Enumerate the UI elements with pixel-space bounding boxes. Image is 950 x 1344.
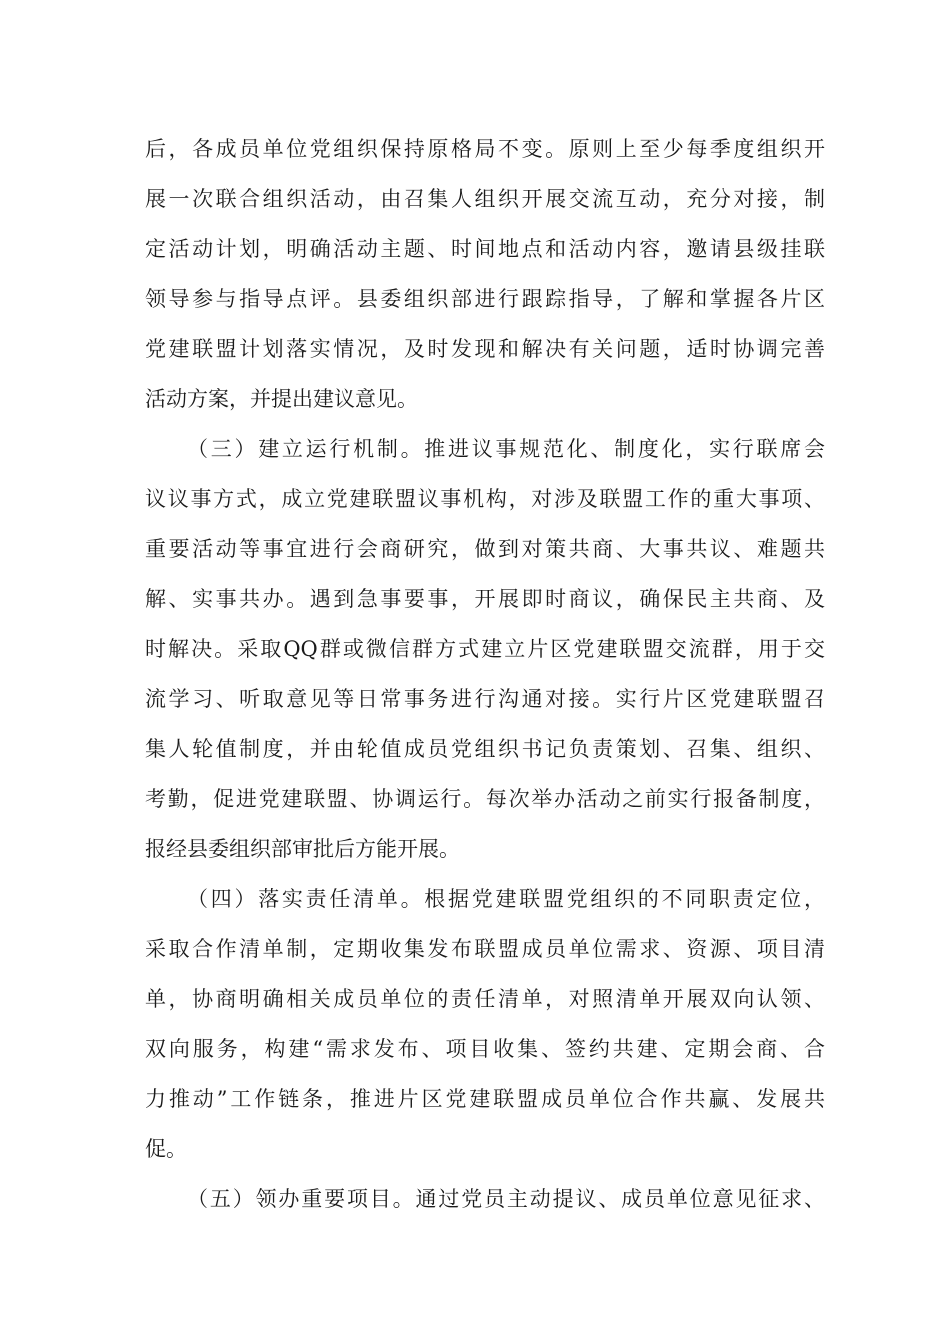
text-line: 党建联盟计划落实情况，及时发现和解决有关问题，适时协调完善 [145,337,825,361]
text-line: 双向服务，构建“需求发布、项目收集、签约共建、定期会商、合 [145,1037,825,1061]
text-line: 集人轮值制度，并由轮值成员党组织书记负责策划、召集、组织、 [145,737,825,761]
text-line: 时解决。采取QQ群或微信群方式建立片区党建联盟交流群，用于交 [145,637,825,661]
text-line: 力推动”工作链条，推进片区党建联盟成员单位合作共赢、发展共 [145,1087,825,1111]
text-line: 流学习、听取意见等日常事务进行沟通对接。实行片区党建联盟召 [145,687,825,711]
text-line: 议议事方式，成立党建联盟议事机构，对涉及联盟工作的重大事项、 [145,487,825,511]
section-heading-line: （四）落实责任清单。根据党建联盟党组织的不同职责定位， [187,887,825,911]
section-heading-line: （三）建立运行机制。推进议事规范化、制度化，实行联席会 [187,437,825,461]
text-line: 报经县委组织部审批后方能开展。 [145,837,460,861]
text-line: 领导参与指导点评。县委组织部进行跟踪指导，了解和掌握各片区 [145,287,825,311]
text-line: 单，协商明确相关成员单位的责任清单，对照清单开展双向认领、 [145,987,825,1011]
text-line: 考勤，促进党建联盟、协调运行。每次举办活动之前实行报备制度， [145,787,825,811]
text-line: 展一次联合组织活动，由召集人组织开展交流互动，充分对接，制 [145,187,825,211]
text-line: 促。 [145,1137,187,1161]
text-line: 后，各成员单位党组织保持原格局不变。原则上至少每季度组织开 [145,137,825,161]
text-line: 定活动计划，明确活动主题、时间地点和活动内容，邀请县级挂联 [145,237,825,261]
text-line: 采取合作清单制，定期收集发布联盟成员单位需求、资源、项目清 [145,937,825,961]
section-heading-line: （五）领办重要项目。通过党员主动提议、成员单位意见征求、 [187,1187,825,1211]
text-line: 解、实事共办。遇到急事要事，开展即时商议，确保民主共商、及 [145,587,825,611]
text-line: 活动方案，并提出建议意见。 [145,387,418,411]
text-line: 重要活动等事宜进行会商研究，做到对策共商、大事共议、难题共 [145,537,825,561]
